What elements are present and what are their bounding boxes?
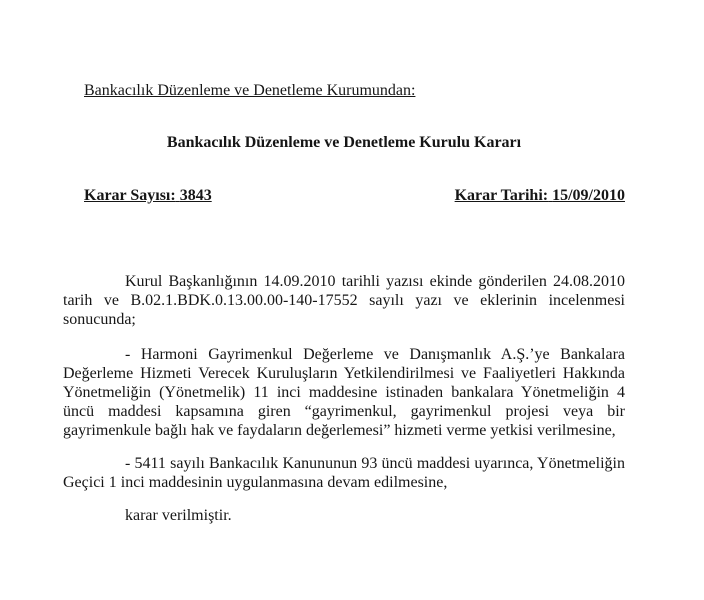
decision-date-value: 15/09/2010 (552, 187, 625, 204)
paragraph-law-provision: - 5411 sayılı Bankacılık Kanununun 93 üncü maddesi uyarınca, Yönetmeliğin Geçici 1 inci maddesinin uygulanmasına devam edilmesine, (63, 455, 625, 491)
decision-number-label: Karar Sayısı: (84, 187, 176, 204)
decision-title: Bankacılık Düzenleme ve Denetleme Kurulu Kararı (166, 134, 522, 151)
paragraph-closing: karar verilmiştir. (125, 507, 232, 524)
decision-number-value: 3843 (179, 187, 212, 204)
decision-date-label: Karar Tarihi: (454, 187, 549, 204)
paragraph-authorization-decision: - Harmoni Gayrimenkul Değerleme ve Danışmanlık A.Ş.’ye Bankalara Değerleme Hizmeti Verecek Kuruluşların Yetkilendirilmesi ve Faaliyetleri Hakkında Yönetmeliğin (Yönetmelik) 11 inci maddesine istinaden bankalara Yönetmeliğin 4 üncü maddesi kapsamına giren “gayrimenkul, gayrimenkul projesi veya bir gayrimenkule bağlı hak ve faydaların değerlemesi” hizmeti verme yetkisi verilmesine, (63, 346, 625, 439)
agency-heading: Bankacılık Düzenleme ve Denetleme Kurumundan: (84, 82, 416, 99)
decision-date (455, 186, 625, 205)
decision-meta-row (63, 186, 625, 205)
paragraph-review-intro: Kurul Başkanlığının 14.09.2010 tarihli yazısı ekinde gönderilen 24.08.2010 tarih ve B.02.1.BDK.0.13.00.00-140-17552 sayılı yazı ve eklerinin incelenmesi sonucunda; (63, 273, 625, 328)
decision-number (84, 186, 212, 205)
